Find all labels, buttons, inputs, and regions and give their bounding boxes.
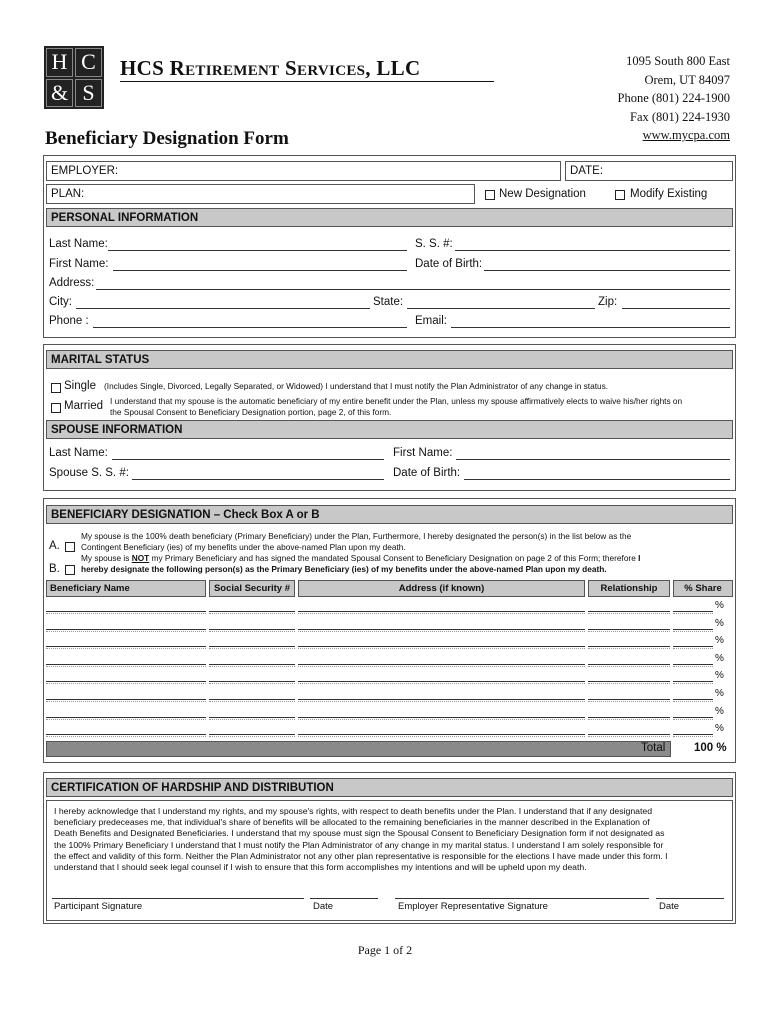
- option-b-not: NOT: [131, 553, 150, 563]
- single-label: Single: [64, 380, 96, 392]
- beneficiary-cell-line[interactable]: [588, 629, 670, 630]
- participant-date-label: Date: [313, 901, 334, 912]
- beneficiary-cell-underline: [298, 701, 585, 702]
- form-title: Beneficiary Designation Form: [45, 128, 289, 149]
- first-name-label: First Name:: [49, 258, 109, 270]
- beneficiary-cell-line[interactable]: [209, 664, 295, 665]
- beneficiary-cell-underline: [46, 613, 206, 614]
- beneficiary-cell-underline: [46, 648, 206, 649]
- spouse-ssn-input[interactable]: [132, 479, 384, 480]
- beneficiary-cell-line[interactable]: [298, 699, 585, 700]
- beneficiary-cell-line[interactable]: [673, 681, 713, 682]
- beneficiary-cell-underline: [298, 666, 585, 667]
- beneficiary-cell-line[interactable]: [588, 611, 670, 612]
- modify-existing-label: Modify Existing: [630, 188, 708, 200]
- beneficiary-cell-underline: [588, 631, 670, 632]
- beneficiary-cell-line[interactable]: [673, 717, 713, 718]
- percent-symbol: %: [715, 688, 724, 699]
- beneficiary-cell-underline: [673, 648, 713, 649]
- beneficiary-cell-line[interactable]: [673, 664, 713, 665]
- address-input[interactable]: [96, 289, 730, 290]
- address-phone: Phone (801) 224-1900: [617, 91, 730, 106]
- beneficiary-cell-underline: [46, 701, 206, 702]
- new-designation-checkbox[interactable]: [485, 190, 495, 200]
- col-relationship: Relationship: [588, 580, 670, 597]
- beneficiary-cell-underline: [673, 683, 713, 684]
- option-b-text-1a: My spouse is: [81, 553, 132, 563]
- participant-signature-line[interactable]: [52, 898, 304, 899]
- certification-line: the 100% Primary Beneficiary I understand that I must notify the Plan Administrator of any change in my marital status. I understand I am solely responsible for: [54, 839, 664, 850]
- col-address: Address (if known): [298, 580, 585, 597]
- spouse-dob-input[interactable]: [464, 479, 730, 480]
- certification-line: Death Benefits and Designated Beneficiaries. I understand that my spouse must sign the Spousal Consent to Beneficiary Designation form if not designated as: [54, 828, 665, 839]
- percent-symbol: %: [715, 617, 724, 629]
- beneficiary-cell-line[interactable]: [209, 681, 295, 682]
- beneficiary-cell-underline: [673, 666, 713, 667]
- email-input[interactable]: [451, 327, 730, 328]
- participant-date-line[interactable]: [310, 898, 378, 899]
- option-a-checkbox[interactable]: [65, 542, 75, 552]
- option-a-text-line-2: Contingent Beneficiary (ies) of my benefits under the above-named Plan upon my death.: [81, 541, 406, 552]
- company-logo: [44, 46, 104, 109]
- beneficiary-cell-line[interactable]: [298, 717, 585, 718]
- beneficiary-cell-line[interactable]: [673, 646, 713, 647]
- spouse-first-name-input[interactable]: [456, 459, 730, 460]
- beneficiary-cell-line[interactable]: [298, 681, 585, 682]
- option-b-text-1c: my Primary Beneficiary and has signed the mandated Spousal Consent to Beneficiary Designation on page 2 of this Form; therefore: [149, 553, 639, 563]
- option-a-label: A.: [49, 540, 60, 552]
- employer-field[interactable]: [46, 161, 561, 181]
- percent-symbol: %: [715, 723, 724, 735]
- beneficiary-cell-line[interactable]: [46, 646, 206, 647]
- beneficiary-cell-line[interactable]: [588, 664, 670, 665]
- percent-symbol: %: [715, 705, 724, 717]
- option-b-text-line-2: hereby designate the following person(s) as the Primary Beneficiary (ies) of my benefits under the above-named Plan upon my death.: [81, 563, 607, 574]
- beneficiary-cell-line[interactable]: [209, 699, 295, 700]
- company-address: [618, 52, 731, 145]
- zip-label: Zip:: [598, 296, 618, 308]
- spouse-information-heading: SPOUSE INFORMATION: [46, 420, 733, 439]
- dob-label: Date of Birth:: [415, 258, 483, 270]
- option-b-text-line-1: [81, 553, 731, 564]
- beneficiary-cell-underline: [588, 613, 670, 614]
- col-social-security: Social Security #: [209, 580, 295, 597]
- married-checkbox[interactable]: [51, 403, 61, 413]
- ssn-label: S. S. #:: [415, 238, 453, 250]
- address-street: 1095 South 800 East: [626, 54, 730, 68]
- beneficiary-cell-underline: [588, 701, 670, 702]
- logo-letter-c: C: [75, 48, 102, 77]
- address-city: Orem, UT 84097: [644, 72, 730, 87]
- marital-status-heading: MARITAL STATUS: [46, 350, 733, 369]
- beneficiary-cell-line[interactable]: [209, 717, 295, 718]
- beneficiary-cell-line[interactable]: [46, 717, 206, 718]
- certification-line: I hereby acknowledge that I understand my rights, and my spouse's rights, with respect to death benefits under the Plan. I understand that if any designated: [54, 806, 653, 816]
- beneficiary-cell-underline: [588, 736, 670, 737]
- page-number: Page 1 of 2: [357, 943, 413, 957]
- participant-signature-label: Participant Signature: [54, 901, 143, 912]
- beneficiary-cell-underline: [588, 719, 670, 720]
- beneficiary-cell-line[interactable]: [46, 699, 206, 700]
- beneficiary-cell-line[interactable]: [673, 611, 713, 612]
- beneficiary-cell-underline: [46, 683, 206, 684]
- percent-symbol: %: [715, 600, 724, 611]
- date-label: DATE:: [570, 165, 604, 177]
- beneficiary-cell-line[interactable]: [209, 611, 295, 612]
- beneficiary-cell-line[interactable]: [46, 629, 206, 630]
- percent-symbol: %: [715, 635, 724, 647]
- beneficiary-cell-underline: [46, 631, 206, 632]
- beneficiary-cell-line[interactable]: [46, 681, 206, 682]
- option-b-checkbox[interactable]: [65, 565, 75, 575]
- option-b-text-1d: I: [638, 553, 641, 563]
- beneficiary-cell-underline: [673, 701, 713, 702]
- beneficiary-cell-underline: [673, 631, 713, 632]
- first-name-input[interactable]: [113, 270, 407, 271]
- last-name-input[interactable]: [108, 250, 407, 251]
- beneficiary-cell-line[interactable]: [298, 646, 585, 647]
- plan-field[interactable]: [46, 184, 475, 204]
- personal-information-heading: PERSONAL INFORMATION: [46, 208, 733, 227]
- beneficiary-cell-underline: [298, 613, 585, 614]
- beneficiary-cell-line[interactable]: [298, 734, 585, 735]
- last-name-label: Last Name:: [49, 238, 108, 250]
- employer-date-label: Date: [659, 901, 680, 912]
- zip-input[interactable]: [622, 308, 730, 309]
- beneficiary-cell-line[interactable]: [46, 611, 206, 612]
- col-share: % Share: [673, 580, 733, 597]
- beneficiary-cell-underline: [209, 648, 295, 649]
- spouse-last-name-label: Last Name:: [49, 447, 108, 459]
- beneficiary-cell-line[interactable]: [673, 734, 713, 735]
- beneficiary-cell-line[interactable]: [46, 734, 206, 735]
- beneficiary-cell-line[interactable]: [673, 699, 713, 700]
- spouse-last-name-input[interactable]: [112, 459, 384, 460]
- new-designation-label: New Designation: [499, 188, 586, 200]
- employer-signature-label: Employer Representative Signature: [398, 901, 548, 912]
- beneficiary-cell-line[interactable]: [588, 699, 670, 700]
- beneficiary-cell-underline: [588, 683, 670, 684]
- total-value: 100 %: [694, 742, 727, 754]
- beneficiary-cell-line[interactable]: [209, 646, 295, 647]
- spouse-dob-label: Date of Birth:: [393, 467, 461, 479]
- city-label: City:: [49, 296, 72, 308]
- ssn-input[interactable]: [455, 250, 730, 251]
- beneficiary-cell-line[interactable]: [209, 629, 295, 630]
- logo-letter-s: S: [75, 79, 102, 108]
- beneficiary-cell-line[interactable]: [588, 734, 670, 735]
- email-label: Email:: [415, 315, 447, 327]
- certification-line: beneficiary predeceases me, that individual's share of benefits will be allocated to the remaining beneficiaries in the manner described in the Explanation of: [54, 817, 650, 828]
- certification-line: understand that I should seek legal counsel if I wish to ensure that this form accomplishes my intentions and will be upheld upon my death.: [54, 862, 587, 873]
- dob-input[interactable]: [484, 270, 730, 271]
- beneficiary-cell-line[interactable]: [46, 664, 206, 665]
- state-label: State:: [373, 296, 404, 308]
- employer-label: EMPLOYER:: [51, 165, 119, 177]
- logo-letter-h: H: [46, 48, 73, 77]
- single-description: (Includes Single, Divorced, Legally Separated, or Widowed) I understand that I must notify the Plan Administrator of any change in status.: [104, 381, 609, 391]
- married-text-line-2: the Spousal Consent to Beneficiary Designation portion, page 2, of this form.: [110, 406, 392, 417]
- beneficiary-cell-underline: [209, 719, 295, 720]
- beneficiary-cell-line[interactable]: [298, 629, 585, 630]
- beneficiary-cell-underline: [46, 719, 206, 720]
- beneficiary-cell-underline: [298, 683, 585, 684]
- beneficiary-cell-line[interactable]: [298, 611, 585, 612]
- certification-heading: CERTIFICATION OF HARDSHIP AND DISTRIBUTION: [46, 778, 733, 797]
- total-label: Total: [641, 742, 666, 754]
- beneficiary-cell-underline: [298, 648, 585, 649]
- city-input[interactable]: [76, 308, 370, 309]
- beneficiary-cell-underline: [209, 683, 295, 684]
- company-name: HCS Retirement Services, LLC: [120, 56, 421, 80]
- beneficiary-cell-underline: [209, 613, 295, 614]
- logo-ampersand: &: [46, 79, 73, 108]
- personal-section: [43, 155, 736, 338]
- certification-line: the effect and validity of this form. Neither the Plan Administrator not any other plan representative is responsible for the elections I have made under this form. I: [54, 850, 668, 861]
- percent-symbol: %: [715, 652, 724, 664]
- modify-existing-checkbox[interactable]: [615, 190, 625, 200]
- employer-signature-line[interactable]: [395, 898, 649, 899]
- option-a-text: [81, 531, 731, 552]
- phone-input[interactable]: [93, 327, 407, 328]
- address-label: Address:: [49, 277, 95, 289]
- beneficiary-cell-line[interactable]: [298, 664, 585, 665]
- beneficiary-cell-line[interactable]: [588, 681, 670, 682]
- state-input[interactable]: [407, 308, 595, 309]
- beneficiary-cell-underline: [673, 736, 713, 737]
- option-a-text-line-1: My spouse is the 100% death beneficiary (Primary Beneficiary) under the Plan, Furthermore, I hereby designated the person(s) in the list below as the: [81, 531, 632, 541]
- beneficiary-cell-underline: [673, 719, 713, 720]
- beneficiary-cell-underline: [298, 631, 585, 632]
- company-name-rule: [120, 81, 494, 82]
- single-checkbox[interactable]: [51, 383, 61, 393]
- beneficiary-cell-underline: [588, 648, 670, 649]
- beneficiary-cell-underline: [209, 666, 295, 667]
- beneficiary-cell-line[interactable]: [209, 734, 295, 735]
- beneficiary-cell-line[interactable]: [588, 717, 670, 718]
- beneficiary-cell-underline: [209, 631, 295, 632]
- total-bar: [46, 741, 671, 757]
- beneficiary-cell-underline: [46, 736, 206, 737]
- percent-symbol: %: [715, 670, 724, 682]
- beneficiary-cell-underline: [298, 736, 585, 737]
- phone-label: Phone :: [49, 315, 89, 327]
- married-description: [110, 396, 730, 417]
- spouse-ssn-label: Spouse S. S. #:: [49, 467, 129, 479]
- plan-label: PLAN:: [51, 188, 85, 200]
- beneficiary-cell-line[interactable]: [673, 629, 713, 630]
- employer-date-line[interactable]: [656, 898, 724, 899]
- option-b-label: B.: [49, 563, 60, 575]
- spouse-first-name-label: First Name:: [393, 447, 453, 459]
- certification-body: [46, 800, 733, 921]
- beneficiary-cell-underline: [209, 701, 295, 702]
- beneficiary-cell-underline: [673, 613, 713, 614]
- col-beneficiary-name: Beneficiary Name: [46, 580, 206, 597]
- beneficiary-cell-underline: [46, 666, 206, 667]
- beneficiary-cell-underline: [298, 719, 585, 720]
- website-link[interactable]: www.mycpa.com: [642, 128, 730, 143]
- beneficiary-designation-heading: BENEFICIARY DESIGNATION – Check Box A or B: [46, 505, 733, 524]
- beneficiary-cell-line[interactable]: [588, 646, 670, 647]
- married-text-line-1: I understand that my spouse is the automatic beneficiary of my entire benefit under the Plan, unless my spouse affirmatively elects to waive his/her rights on: [110, 396, 683, 406]
- option-b-text: [81, 553, 731, 574]
- address-fax: Fax (801) 224-1930: [630, 109, 730, 124]
- beneficiary-cell-underline: [209, 736, 295, 737]
- date-field[interactable]: [565, 161, 733, 181]
- beneficiary-cell-underline: [588, 666, 670, 667]
- married-label: Married: [64, 400, 103, 412]
